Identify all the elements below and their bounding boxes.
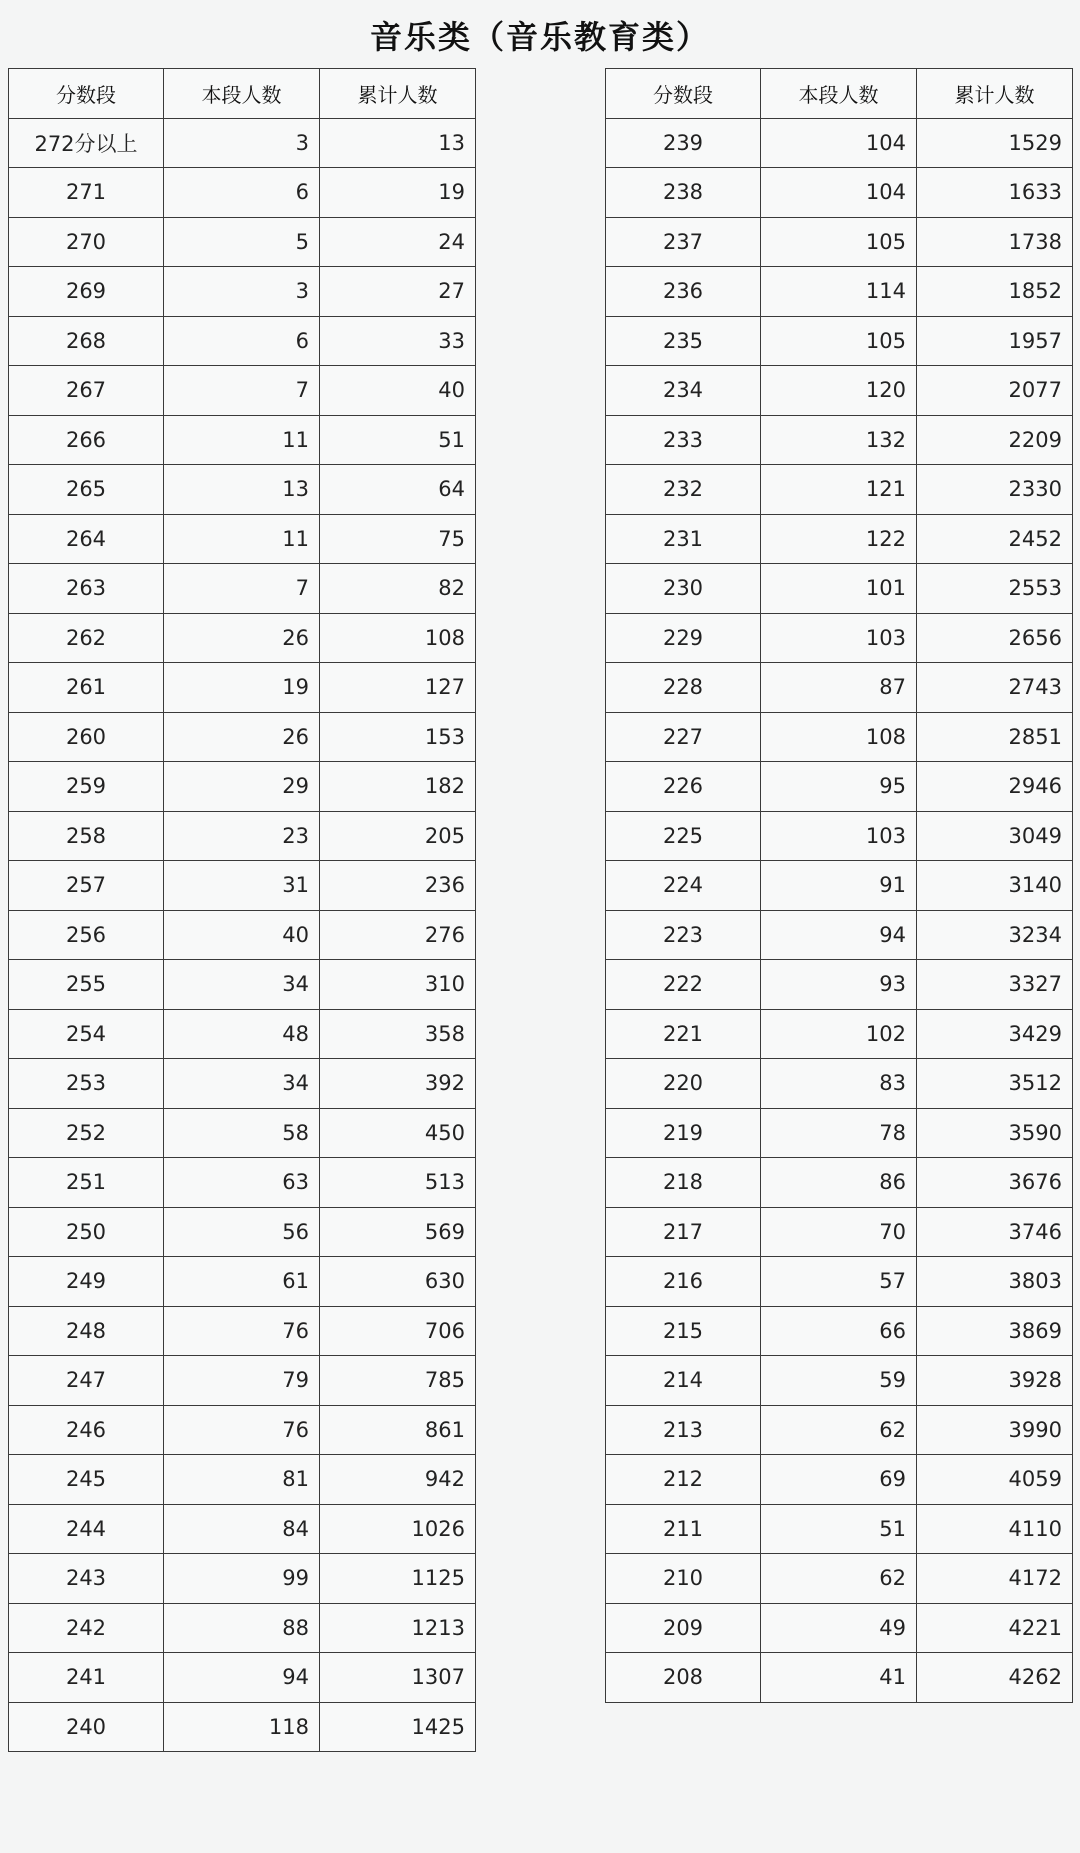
segment-count-cell: 51 bbox=[761, 1504, 917, 1554]
cumulative-count-cell: 3140 bbox=[917, 861, 1073, 911]
table-row bbox=[9, 1009, 476, 1059]
segment-count-cell: 102 bbox=[761, 1009, 917, 1059]
segment-count-cell: 91 bbox=[761, 861, 917, 911]
table-row bbox=[606, 762, 1073, 812]
table-row bbox=[606, 118, 1073, 168]
segment-count-cell: 101 bbox=[761, 564, 917, 614]
score-range-cell: 255 bbox=[9, 960, 164, 1010]
cumulative-count-cell: 82 bbox=[320, 564, 476, 614]
score-range-cell: 264 bbox=[9, 514, 164, 564]
cumulative-count-cell: 19 bbox=[320, 168, 476, 218]
cumulative-count-cell: 24 bbox=[320, 217, 476, 267]
table-row bbox=[9, 415, 476, 465]
cumulative-count-cell: 1633 bbox=[917, 168, 1073, 218]
cumulative-count-cell: 3990 bbox=[917, 1405, 1073, 1455]
score-range-cell: 260 bbox=[9, 712, 164, 762]
segment-count-cell: 58 bbox=[164, 1108, 320, 1158]
table-row bbox=[606, 1653, 1073, 1703]
segment-count-cell: 69 bbox=[761, 1455, 917, 1505]
cumulative-count-cell: 3327 bbox=[917, 960, 1073, 1010]
cumulative-count-cell: 4221 bbox=[917, 1603, 1073, 1653]
segment-count-cell: 7 bbox=[164, 564, 320, 614]
cumulative-count-cell: 2656 bbox=[917, 613, 1073, 663]
score-range-cell: 263 bbox=[9, 564, 164, 614]
table-row bbox=[9, 1306, 476, 1356]
cumulative-count-cell: 2946 bbox=[917, 762, 1073, 812]
score-range-cell: 230 bbox=[606, 564, 761, 614]
header-segment-count: 本段人数 bbox=[164, 69, 320, 119]
table-row bbox=[606, 1009, 1073, 1059]
table-row bbox=[9, 1554, 476, 1604]
segment-count-cell: 76 bbox=[164, 1405, 320, 1455]
segment-count-cell: 118 bbox=[164, 1702, 320, 1752]
cumulative-count-cell: 4172 bbox=[917, 1554, 1073, 1604]
table-row bbox=[606, 1356, 1073, 1406]
table-row bbox=[9, 861, 476, 911]
segment-count-cell: 19 bbox=[164, 663, 320, 713]
cumulative-count-cell: 40 bbox=[320, 366, 476, 416]
score-range-cell: 224 bbox=[606, 861, 761, 911]
segment-count-cell: 114 bbox=[761, 267, 917, 317]
cumulative-count-cell: 1738 bbox=[917, 217, 1073, 267]
score-table-left bbox=[8, 68, 476, 1752]
table-row bbox=[9, 366, 476, 416]
score-table-right bbox=[605, 68, 1073, 1703]
cumulative-count-cell: 3803 bbox=[917, 1257, 1073, 1307]
score-range-cell: 231 bbox=[606, 514, 761, 564]
table-header-row bbox=[606, 69, 1073, 119]
cumulative-count-cell: 2851 bbox=[917, 712, 1073, 762]
score-range-cell: 235 bbox=[606, 316, 761, 366]
table-row bbox=[9, 1059, 476, 1109]
score-range-cell: 209 bbox=[606, 1603, 761, 1653]
table-row bbox=[9, 168, 476, 218]
score-table-left-body bbox=[9, 118, 476, 1752]
score-range-cell: 223 bbox=[606, 910, 761, 960]
page-title: 音乐类（音乐教育类） bbox=[369, 18, 710, 56]
segment-count-cell: 103 bbox=[761, 811, 917, 861]
segment-count-cell: 7 bbox=[164, 366, 320, 416]
table-row bbox=[9, 960, 476, 1010]
score-range-cell: 239 bbox=[606, 118, 761, 168]
segment-count-cell: 5 bbox=[164, 217, 320, 267]
score-range-cell: 266 bbox=[9, 415, 164, 465]
score-range-cell: 213 bbox=[606, 1405, 761, 1455]
cumulative-count-cell: 4110 bbox=[917, 1504, 1073, 1554]
score-range-cell: 253 bbox=[9, 1059, 164, 1109]
table-row bbox=[606, 316, 1073, 366]
score-range-cell: 221 bbox=[606, 1009, 761, 1059]
table-row bbox=[9, 712, 476, 762]
segment-count-cell: 93 bbox=[761, 960, 917, 1010]
score-range-cell: 216 bbox=[606, 1257, 761, 1307]
cumulative-count-cell: 205 bbox=[320, 811, 476, 861]
score-range-cell: 262 bbox=[9, 613, 164, 663]
segment-count-cell: 26 bbox=[164, 712, 320, 762]
cumulative-count-cell: 861 bbox=[320, 1405, 476, 1455]
table-row bbox=[9, 1207, 476, 1257]
cumulative-count-cell: 2452 bbox=[917, 514, 1073, 564]
segment-count-cell: 41 bbox=[761, 1653, 917, 1703]
table-row bbox=[606, 960, 1073, 1010]
score-range-cell: 212 bbox=[606, 1455, 761, 1505]
score-range-cell: 220 bbox=[606, 1059, 761, 1109]
cumulative-count-cell: 3928 bbox=[917, 1356, 1073, 1406]
cumulative-count-cell: 2209 bbox=[917, 415, 1073, 465]
cumulative-count-cell: 392 bbox=[320, 1059, 476, 1109]
segment-count-cell: 62 bbox=[761, 1405, 917, 1455]
score-table-right-body bbox=[606, 118, 1073, 1702]
table-row bbox=[606, 1306, 1073, 1356]
table-row bbox=[606, 217, 1073, 267]
segment-count-cell: 122 bbox=[761, 514, 917, 564]
segment-count-cell: 48 bbox=[164, 1009, 320, 1059]
header-cumulative-count: 累计人数 bbox=[320, 69, 476, 119]
score-range-cell: 240 bbox=[9, 1702, 164, 1752]
cumulative-count-cell: 127 bbox=[320, 663, 476, 713]
table-row bbox=[9, 1158, 476, 1208]
segment-count-cell: 57 bbox=[761, 1257, 917, 1307]
score-range-cell: 210 bbox=[606, 1554, 761, 1604]
table-row bbox=[606, 514, 1073, 564]
segment-count-cell: 6 bbox=[164, 168, 320, 218]
table-row bbox=[9, 1603, 476, 1653]
cumulative-count-cell: 2077 bbox=[917, 366, 1073, 416]
score-range-cell: 218 bbox=[606, 1158, 761, 1208]
segment-count-cell: 56 bbox=[164, 1207, 320, 1257]
segment-count-cell: 103 bbox=[761, 613, 917, 663]
score-range-cell: 236 bbox=[606, 267, 761, 317]
cumulative-count-cell: 1957 bbox=[917, 316, 1073, 366]
score-range-cell: 214 bbox=[606, 1356, 761, 1406]
score-range-cell: 229 bbox=[606, 613, 761, 663]
segment-count-cell: 86 bbox=[761, 1158, 917, 1208]
table-row bbox=[606, 1603, 1073, 1653]
cumulative-count-cell: 75 bbox=[320, 514, 476, 564]
table-row bbox=[606, 613, 1073, 663]
table-row bbox=[9, 514, 476, 564]
score-range-cell: 247 bbox=[9, 1356, 164, 1406]
segment-count-cell: 81 bbox=[164, 1455, 320, 1505]
cumulative-count-cell: 3429 bbox=[917, 1009, 1073, 1059]
table-row bbox=[9, 267, 476, 317]
cumulative-count-cell: 3590 bbox=[917, 1108, 1073, 1158]
cumulative-count-cell: 569 bbox=[320, 1207, 476, 1257]
cumulative-count-cell: 3512 bbox=[917, 1059, 1073, 1109]
header-segment-count: 本段人数 bbox=[761, 69, 917, 119]
segment-count-cell: 63 bbox=[164, 1158, 320, 1208]
cumulative-count-cell: 4059 bbox=[917, 1455, 1073, 1505]
cumulative-count-cell: 3869 bbox=[917, 1306, 1073, 1356]
cumulative-count-cell: 1852 bbox=[917, 267, 1073, 317]
cumulative-count-cell: 1026 bbox=[320, 1504, 476, 1554]
segment-count-cell: 104 bbox=[761, 168, 917, 218]
table-row bbox=[9, 1257, 476, 1307]
table-row bbox=[606, 1059, 1073, 1109]
score-range-cell: 271 bbox=[9, 168, 164, 218]
score-range-cell: 226 bbox=[606, 762, 761, 812]
score-range-cell: 228 bbox=[606, 663, 761, 713]
segment-count-cell: 66 bbox=[761, 1306, 917, 1356]
cumulative-count-cell: 33 bbox=[320, 316, 476, 366]
cumulative-count-cell: 1125 bbox=[320, 1554, 476, 1604]
score-range-cell: 222 bbox=[606, 960, 761, 1010]
table-row bbox=[606, 663, 1073, 713]
score-range-cell: 270 bbox=[9, 217, 164, 267]
score-range-cell: 248 bbox=[9, 1306, 164, 1356]
score-range-cell: 237 bbox=[606, 217, 761, 267]
table-row bbox=[606, 366, 1073, 416]
cumulative-count-cell: 13 bbox=[320, 118, 476, 168]
table-row bbox=[9, 1356, 476, 1406]
segment-count-cell: 78 bbox=[761, 1108, 917, 1158]
table-row bbox=[9, 1405, 476, 1455]
score-range-cell: 252 bbox=[9, 1108, 164, 1158]
score-range-cell: 208 bbox=[606, 1653, 761, 1703]
cumulative-count-cell: 358 bbox=[320, 1009, 476, 1059]
segment-count-cell: 104 bbox=[761, 118, 917, 168]
segment-count-cell: 34 bbox=[164, 960, 320, 1010]
segment-count-cell: 76 bbox=[164, 1306, 320, 1356]
cumulative-count-cell: 3049 bbox=[917, 811, 1073, 861]
header-score-range: 分数段 bbox=[9, 69, 164, 119]
segment-count-cell: 94 bbox=[164, 1653, 320, 1703]
table-row bbox=[9, 1653, 476, 1703]
segment-count-cell: 121 bbox=[761, 465, 917, 515]
score-range-cell: 250 bbox=[9, 1207, 164, 1257]
table-row bbox=[606, 1158, 1073, 1208]
table-row bbox=[9, 811, 476, 861]
score-range-cell: 227 bbox=[606, 712, 761, 762]
segment-count-cell: 3 bbox=[164, 267, 320, 317]
segment-count-cell: 29 bbox=[164, 762, 320, 812]
cumulative-count-cell: 1425 bbox=[320, 1702, 476, 1752]
segment-count-cell: 132 bbox=[761, 415, 917, 465]
segment-count-cell: 6 bbox=[164, 316, 320, 366]
segment-count-cell: 83 bbox=[761, 1059, 917, 1109]
score-range-cell: 256 bbox=[9, 910, 164, 960]
cumulative-count-cell: 2743 bbox=[917, 663, 1073, 713]
score-range-cell: 259 bbox=[9, 762, 164, 812]
table-row bbox=[9, 316, 476, 366]
score-range-cell: 269 bbox=[9, 267, 164, 317]
score-range-cell: 246 bbox=[9, 1405, 164, 1455]
score-range-cell: 268 bbox=[9, 316, 164, 366]
score-range-cell: 245 bbox=[9, 1455, 164, 1505]
segment-count-cell: 105 bbox=[761, 316, 917, 366]
segment-count-cell: 40 bbox=[164, 910, 320, 960]
header-score-range: 分数段 bbox=[606, 69, 761, 119]
segment-count-cell: 23 bbox=[164, 811, 320, 861]
cumulative-count-cell: 450 bbox=[320, 1108, 476, 1158]
score-range-cell: 265 bbox=[9, 465, 164, 515]
cumulative-count-cell: 513 bbox=[320, 1158, 476, 1208]
segment-count-cell: 34 bbox=[164, 1059, 320, 1109]
cumulative-count-cell: 108 bbox=[320, 613, 476, 663]
cumulative-count-cell: 4262 bbox=[917, 1653, 1073, 1703]
segment-count-cell: 95 bbox=[761, 762, 917, 812]
score-range-cell: 241 bbox=[9, 1653, 164, 1703]
score-range-cell: 232 bbox=[606, 465, 761, 515]
cumulative-count-cell: 1307 bbox=[320, 1653, 476, 1703]
score-range-cell: 267 bbox=[9, 366, 164, 416]
score-range-cell: 234 bbox=[606, 366, 761, 416]
table-row bbox=[9, 613, 476, 663]
score-range-cell: 244 bbox=[9, 1504, 164, 1554]
score-range-cell: 215 bbox=[606, 1306, 761, 1356]
table-row bbox=[9, 1504, 476, 1554]
segment-count-cell: 88 bbox=[164, 1603, 320, 1653]
segment-count-cell: 11 bbox=[164, 514, 320, 564]
score-range-cell: 272分以上 bbox=[9, 118, 164, 168]
cumulative-count-cell: 51 bbox=[320, 415, 476, 465]
segment-count-cell: 105 bbox=[761, 217, 917, 267]
table-row bbox=[606, 910, 1073, 960]
cumulative-count-cell: 310 bbox=[320, 960, 476, 1010]
table-row bbox=[9, 564, 476, 614]
table-row bbox=[606, 564, 1073, 614]
cumulative-count-cell: 3234 bbox=[917, 910, 1073, 960]
score-range-cell: 258 bbox=[9, 811, 164, 861]
score-range-cell: 261 bbox=[9, 663, 164, 713]
table-row bbox=[9, 762, 476, 812]
cumulative-count-cell: 706 bbox=[320, 1306, 476, 1356]
score-range-cell: 233 bbox=[606, 415, 761, 465]
segment-count-cell: 11 bbox=[164, 415, 320, 465]
table-row bbox=[9, 465, 476, 515]
cumulative-count-cell: 153 bbox=[320, 712, 476, 762]
score-range-cell: 243 bbox=[9, 1554, 164, 1604]
score-range-cell: 238 bbox=[606, 168, 761, 218]
table-row bbox=[9, 1108, 476, 1158]
table-row bbox=[606, 1108, 1073, 1158]
score-range-cell: 257 bbox=[9, 861, 164, 911]
segment-count-cell: 120 bbox=[761, 366, 917, 416]
table-row bbox=[9, 910, 476, 960]
header-cumulative-count: 累计人数 bbox=[917, 69, 1073, 119]
table-row bbox=[9, 118, 476, 168]
segment-count-cell: 59 bbox=[761, 1356, 917, 1406]
score-range-cell: 254 bbox=[9, 1009, 164, 1059]
segment-count-cell: 99 bbox=[164, 1554, 320, 1604]
cumulative-count-cell: 1529 bbox=[917, 118, 1073, 168]
cumulative-count-cell: 27 bbox=[320, 267, 476, 317]
score-range-cell: 225 bbox=[606, 811, 761, 861]
table-row bbox=[606, 465, 1073, 515]
segment-count-cell: 79 bbox=[164, 1356, 320, 1406]
table-row bbox=[606, 861, 1073, 911]
score-range-cell: 242 bbox=[9, 1603, 164, 1653]
table-header-row bbox=[9, 69, 476, 119]
table-row bbox=[606, 1504, 1073, 1554]
segment-count-cell: 70 bbox=[761, 1207, 917, 1257]
table-row bbox=[606, 811, 1073, 861]
score-range-cell: 217 bbox=[606, 1207, 761, 1257]
cumulative-count-cell: 942 bbox=[320, 1455, 476, 1505]
cumulative-count-cell: 64 bbox=[320, 465, 476, 515]
segment-count-cell: 13 bbox=[164, 465, 320, 515]
table-row bbox=[606, 1405, 1073, 1455]
table-row bbox=[9, 217, 476, 267]
table-row bbox=[606, 1207, 1073, 1257]
cumulative-count-cell: 785 bbox=[320, 1356, 476, 1406]
segment-count-cell: 31 bbox=[164, 861, 320, 911]
score-range-cell: 251 bbox=[9, 1158, 164, 1208]
score-range-cell: 219 bbox=[606, 1108, 761, 1158]
cumulative-count-cell: 2330 bbox=[917, 465, 1073, 515]
cumulative-count-cell: 182 bbox=[320, 762, 476, 812]
segment-count-cell: 26 bbox=[164, 613, 320, 663]
table-row bbox=[606, 415, 1073, 465]
segment-count-cell: 62 bbox=[761, 1554, 917, 1604]
cumulative-count-cell: 2553 bbox=[917, 564, 1073, 614]
table-row bbox=[606, 267, 1073, 317]
segment-count-cell: 84 bbox=[164, 1504, 320, 1554]
cumulative-count-cell: 630 bbox=[320, 1257, 476, 1307]
segment-count-cell: 49 bbox=[761, 1603, 917, 1653]
segment-count-cell: 61 bbox=[164, 1257, 320, 1307]
table-row bbox=[606, 712, 1073, 762]
cumulative-count-cell: 276 bbox=[320, 910, 476, 960]
table-row bbox=[606, 1257, 1073, 1307]
cumulative-count-cell: 236 bbox=[320, 861, 476, 911]
score-range-cell: 211 bbox=[606, 1504, 761, 1554]
table-row bbox=[606, 168, 1073, 218]
cumulative-count-cell: 1213 bbox=[320, 1603, 476, 1653]
table-row bbox=[606, 1455, 1073, 1505]
table-row bbox=[9, 1702, 476, 1752]
score-range-cell: 249 bbox=[9, 1257, 164, 1307]
table-row bbox=[9, 663, 476, 713]
table-row bbox=[606, 1554, 1073, 1604]
segment-count-cell: 94 bbox=[761, 910, 917, 960]
cumulative-count-cell: 3746 bbox=[917, 1207, 1073, 1257]
segment-count-cell: 3 bbox=[164, 118, 320, 168]
table-row bbox=[9, 1455, 476, 1505]
cumulative-count-cell: 3676 bbox=[917, 1158, 1073, 1208]
segment-count-cell: 87 bbox=[761, 663, 917, 713]
segment-count-cell: 108 bbox=[761, 712, 917, 762]
